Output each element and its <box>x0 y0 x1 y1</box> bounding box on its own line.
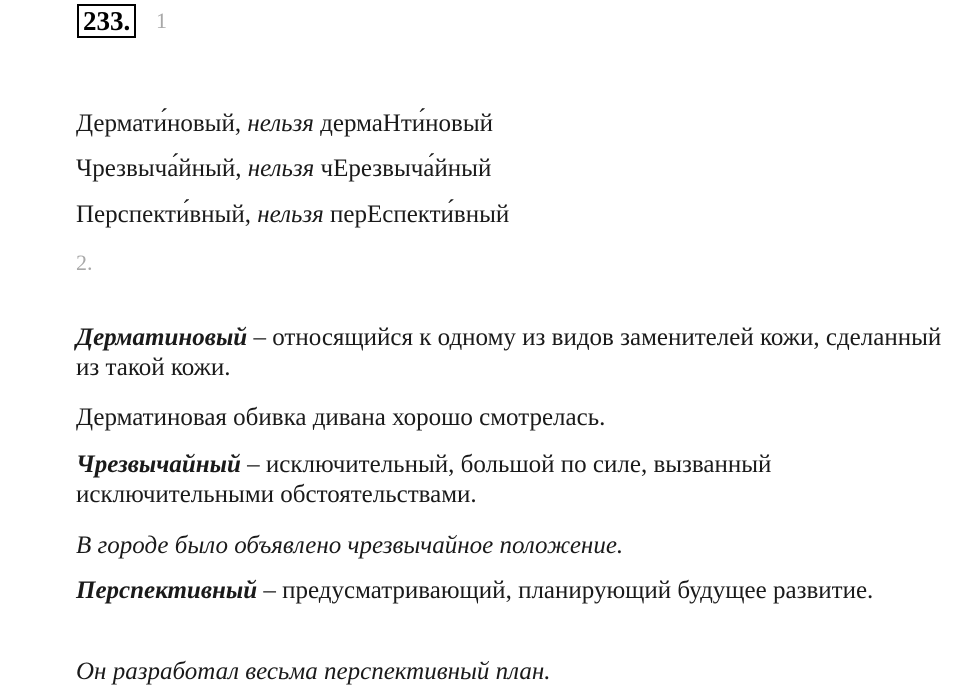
exercise-number: 233. <box>77 4 136 38</box>
stress-line <box>76 110 493 138</box>
note-word: нельзя <box>247 110 314 137</box>
example-sentence: Он разработал весьма перспективный план. <box>76 658 551 685</box>
definition-term: Чрезвычайный <box>76 451 241 478</box>
definition-text: – исключительный, большой по силе, вызванный исключительными обстоятельствами. <box>76 451 772 508</box>
part-marker-1: 1 <box>156 8 167 33</box>
definition-paragraph <box>0 450 960 510</box>
wrong-word: перЕспекти́вный <box>329 201 510 228</box>
stress-line <box>76 155 491 183</box>
note-word: нельзя <box>247 155 315 182</box>
wrong-word: чЕрезвыча́йный <box>320 155 492 182</box>
note-word: нельзя <box>257 201 324 228</box>
definition-term: Перспективный <box>76 577 258 604</box>
correct-word: Дермати́новый, <box>76 110 242 137</box>
stress-line <box>76 201 509 229</box>
example-sentence: Дерматиновая обивка дивана хорошо смотрелась. <box>76 404 606 431</box>
correct-word: Перспекти́вный, <box>76 201 251 228</box>
definition-text: – относящийся к одному из видов заменителей кожи, сделанный из такой кожи. <box>76 324 942 381</box>
correct-word: Чрезвыча́йный, <box>76 155 242 182</box>
example-sentence: В городе было объявлено чрезвычайное положение. <box>76 532 624 559</box>
definition-paragraph <box>0 323 960 383</box>
definition-paragraph <box>0 576 960 606</box>
wrong-word: дермаНти́новый <box>320 110 494 137</box>
definition-term: Дерматиновый <box>76 324 248 351</box>
part-marker-2: 2. <box>76 250 93 275</box>
definition-text: – предусматривающий, планирующий будущее развитие. <box>257 577 874 604</box>
